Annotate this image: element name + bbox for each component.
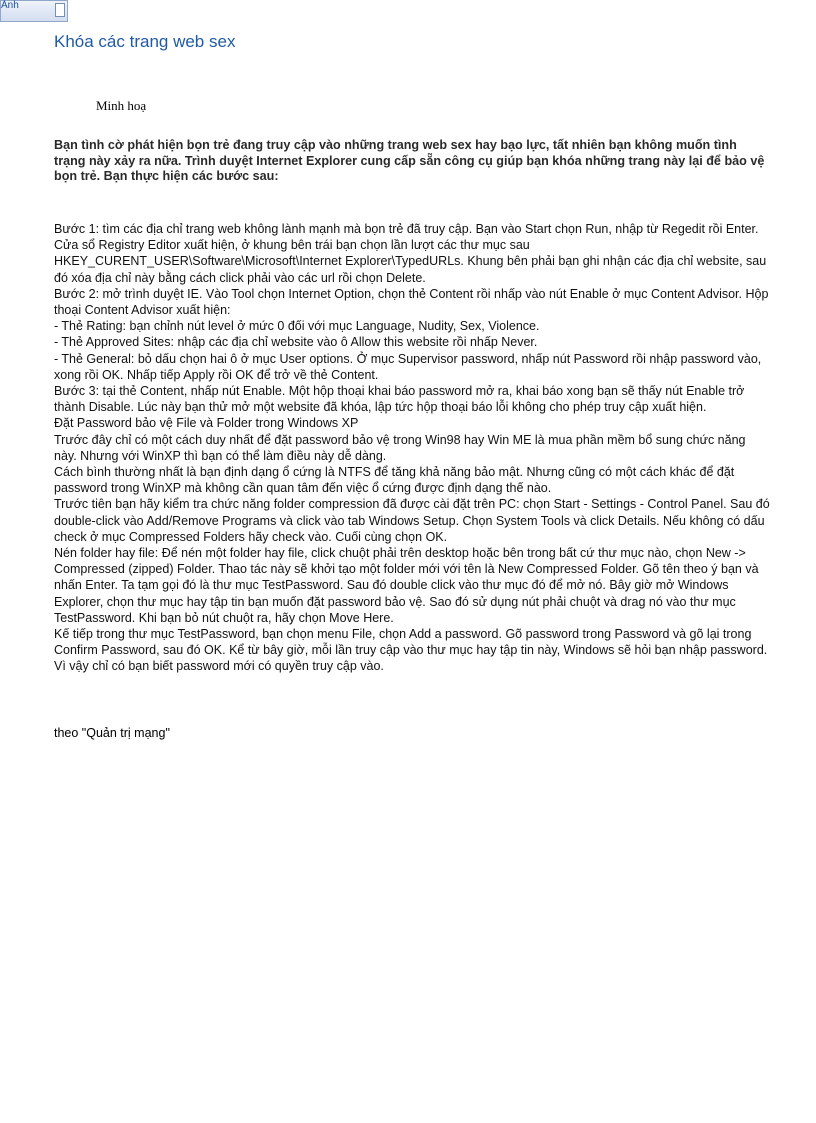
image-alt-text: Ảnh <box>1 0 19 11</box>
article-source: theo "Quản trị mạng" <box>54 726 170 740</box>
image-frame-corner <box>55 3 65 17</box>
article-intro: Bạn tình cờ phát hiện bọn trẻ đang truy cập vào những trang web sex hay bạo lực, tất nhiên bạn không muốn tình trạng này xảy ra nữa. Trình duyệt Internet Explorer cung cấp sẵn công cụ giúp bạn khóa những trang này lại để bảo vệ bọn trẻ. Bạn thực hiện các bước sau: <box>54 138 765 183</box>
image-caption: Minh hoạ <box>96 98 147 113</box>
paragraph-general-tab: - Thẻ General: bỏ dấu chọn hai ô ở mục User options. Ở mục Supervisor password, nhấp nút Password rồi nhập password vào, xong rồi OK. Nhấp tiếp Apply rồi OK để trở về thẻ Content. <box>54 351 762 382</box>
paragraph-approved-sites-tab: - Thẻ Approved Sites: nhập các địa chỉ website vào ô Allow this website rồi nhấp Never. <box>54 335 538 350</box>
paragraph-rating-tab: - Thẻ Rating: bạn chỉnh nút level ở mức 0 đối với mục Language, Nudity, Sex, Violence. <box>54 319 540 334</box>
paragraph-add-password: Kế tiếp trong thư mục TestPassword, bạn chọn menu File, chọn Add a password. Gõ password trong Password và gõ lại trong Confirm Password, sau đó OK. Kể từ bây giờ, mỗi lần truy cập vào thư mục hay tập tin này, Windows sẽ hỏi bạn nhập password. Vì vậy chỉ có bạn biết password mới có quyền truy cập vào. <box>54 627 768 674</box>
paragraph-history: Trước đây chỉ có một cách duy nhất để đặt password bảo vệ trong Win98 hay Win ME là mua phần mềm bổ sung chức năng này. Nhưng với WinXP thì bạn có thể làm điều này dễ dàng. <box>54 432 746 463</box>
paragraph-step-3: Bước 3: tại thẻ Content, nhấp nút Enable. Một hộp thoại khai báo password mở ra, khai báo xong bạn sẽ thấy nút Enable trở thành Disable. Lúc này bạn thử mở một website đã khóa, lập tức hộp thoại báo lỗi không cho phép truy cập xuất hiện. <box>54 384 745 415</box>
paragraph-compress-folder: Nén folder hay file: Để nén một folder hay file, click chuột phải trên desktop hoặc bên trong bất cứ thư mục nào, chọn New -> Compressed (zipped) Folder. Thao tác này sẽ khởi tạo một folder mới với tên là New Compressed Folder. Gõ tên theo ý bạn và nhấn Enter. Ta tạm gọi đó là thư mục TestPassword. Sau đó double click vào thư mục đó để mở nó. Bây giờ mở Windows Explorer, chọn thư mục hay tập tin bạn muốn đặt password bảo vệ. Sao đó sử dụng nút phải chuột và drag nó vào thư mục TestPassword. Khi bạn bỏ nút chuột ra, hãy chọn Move Here. <box>54 546 759 625</box>
article-title: Khóa các trang web sex <box>54 32 236 51</box>
paragraph-check-compression: Trước tiên bạn hãy kiểm tra chức năng folder compression đã được cài đặt trên PC: chọn Start - Settings - Control Panel. Sau đó double-click vào Add/Remove Programs và click vào tab Windows Setup. Chọn System Tools và click Details. Nếu không có dấu check ở mục Compressed Folders hãy check vào. Cuối cùng chọn OK. <box>54 497 770 544</box>
paragraph-step-1: Bước 1: tìm các địa chỉ trang web không lành mạnh mà bọn trẻ đã truy cập. Bạn vào Start chọn Run, nhập từ Regedit rồi Enter. Cửa sổ Registry Editor xuất hiện, ở khung bên trái bạn chọn lần lượt các thư mục sau HKEY_CURENT_USER\Software\Microsoft\Internet Explorer\TypedURLs. Khung bên phải bạn ghi nhận các địa chỉ website, sau đó xóa địa chỉ này bằng cách click phải vào các url rồi chọn Delete. <box>54 222 767 285</box>
paragraph-step-2: Bước 2: mở trình duyệt IE. Vào Tool chọn Internet Option, chọn thẻ Content rồi nhấp vào nút Enable ở mục Content Advisor. Hộp thoại Content Advisor xuất hiện: <box>54 286 769 318</box>
paragraph-ntfs: Cách bình thường nhất là bạn định dạng ổ cứng là NTFS để tăng khả năng bảo mật. Nhưng cũng có một cách khác để đặt password trong WinXP mà không cần quan tâm đến việc ổ cứng được định dạng thế nào. <box>54 465 735 496</box>
article-body <box>54 221 770 675</box>
broken-image-icon <box>0 0 68 22</box>
section-heading-xp-password: Đặt Password bảo vệ File và Folder trong Windows XP <box>54 416 359 431</box>
